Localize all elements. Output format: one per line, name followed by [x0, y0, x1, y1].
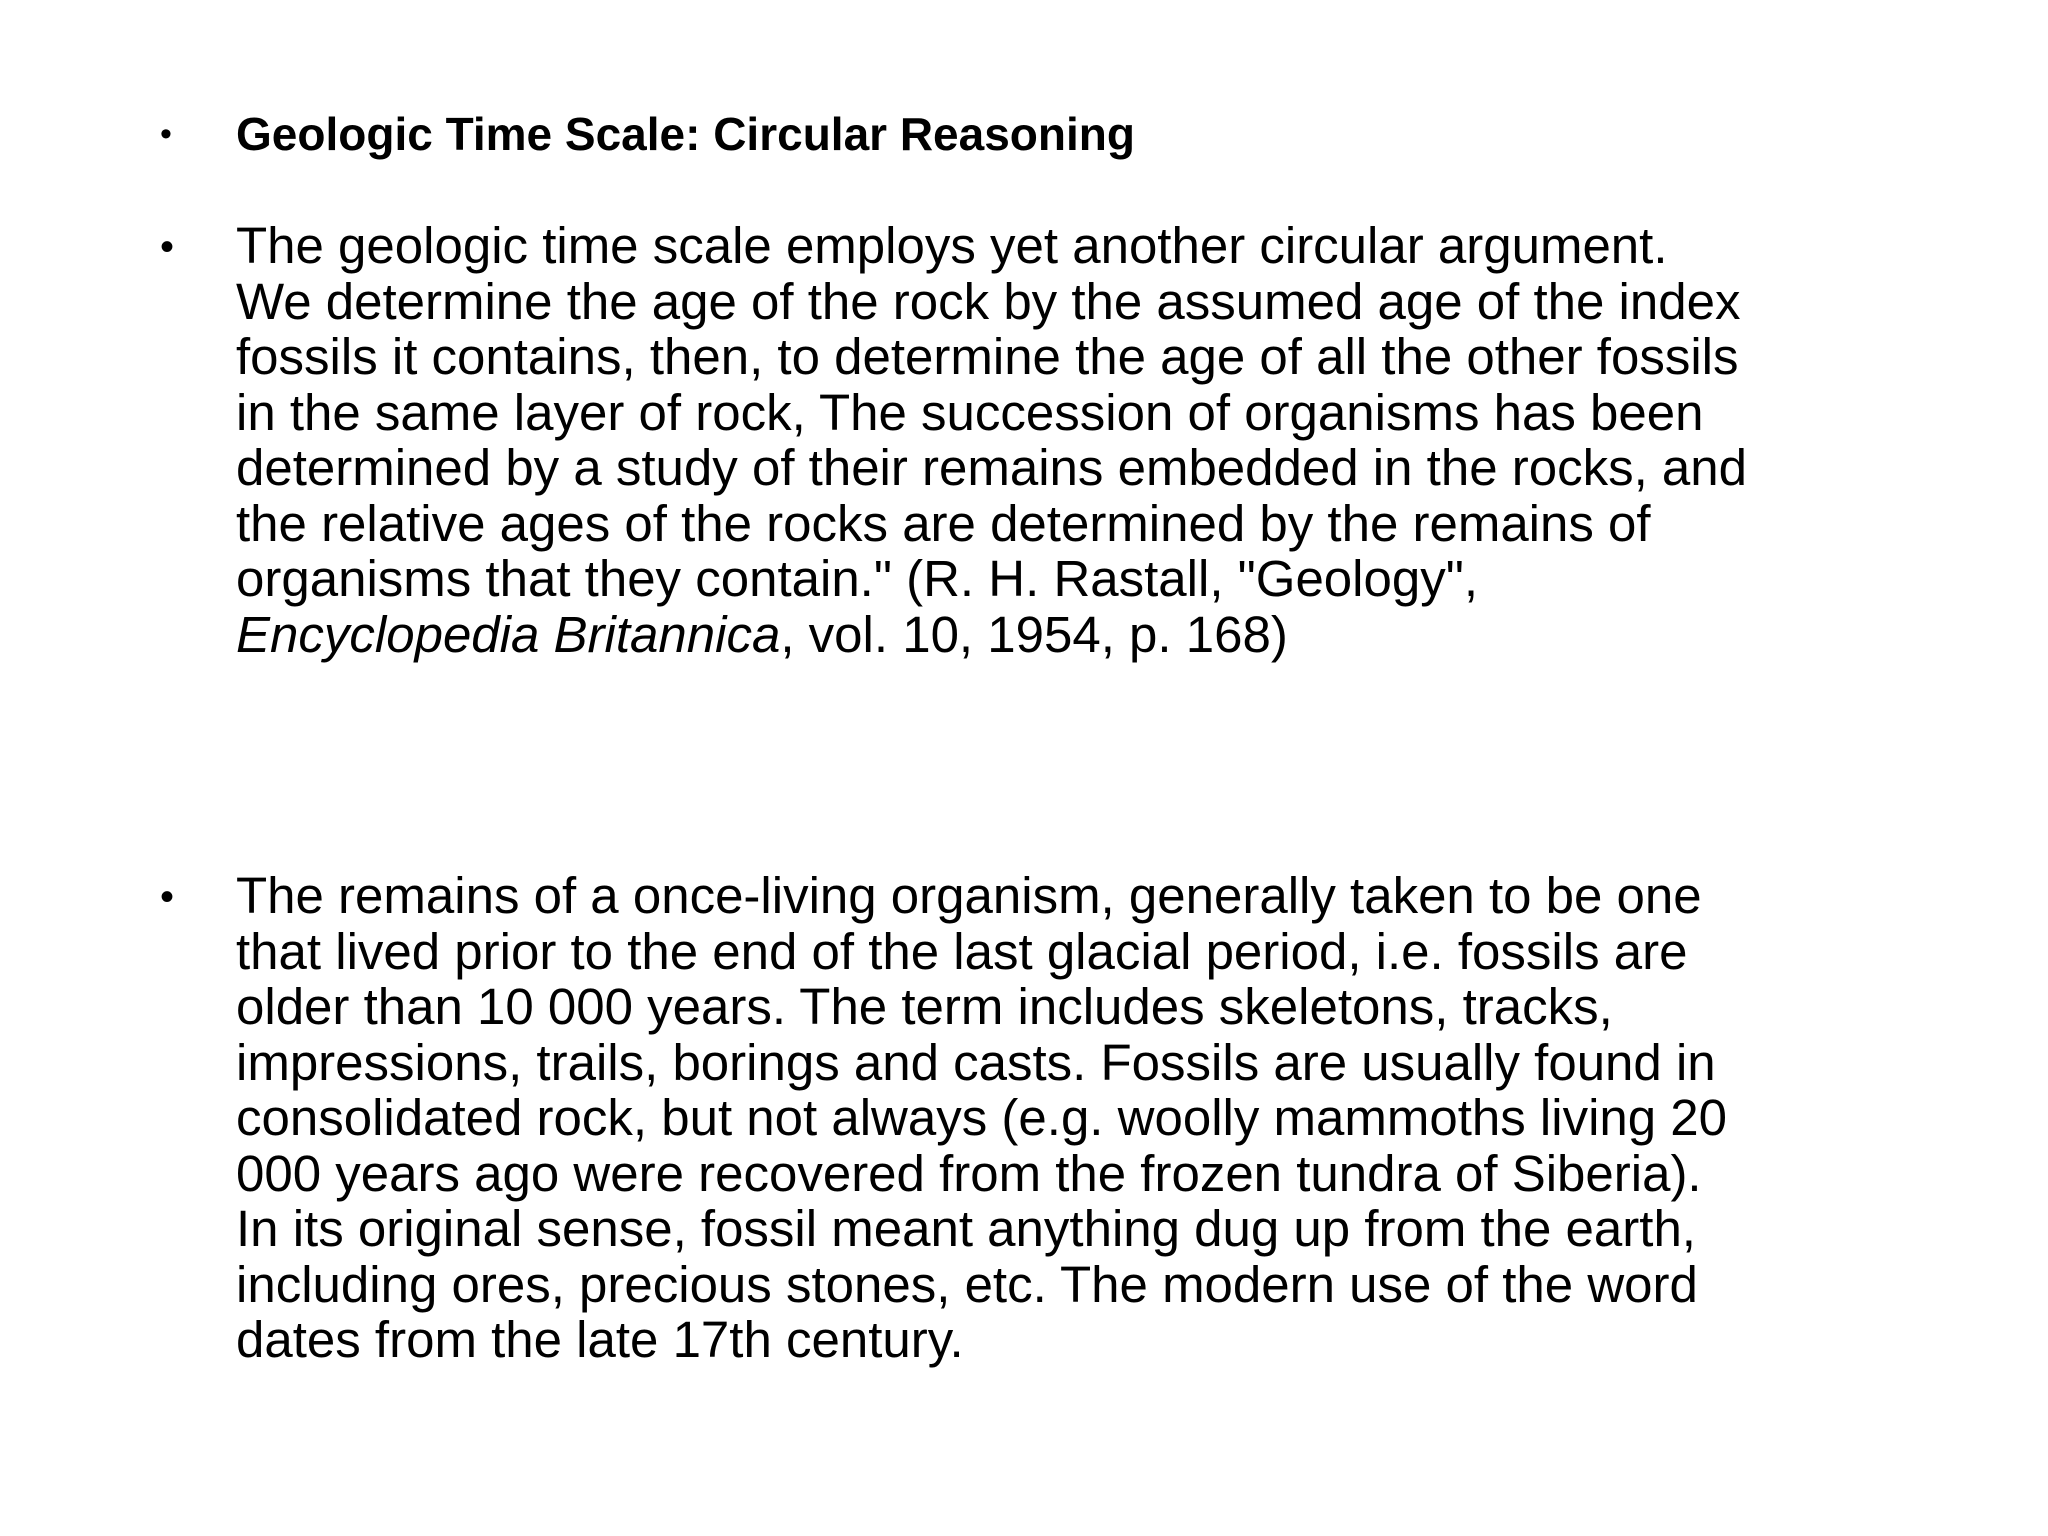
- quote-line: We determine the age of the rock by the assumed age of the index: [236, 272, 1741, 330]
- definition-paragraph: [236, 868, 1950, 1368]
- definition-line: The remains of a once-living organism, generally taken to be one: [236, 867, 1702, 924]
- quote-line: fossils it contains, then, to determine the age of all the other fossils: [236, 328, 1739, 385]
- quote-line: The geologic time scale employs yet another circular argument.: [236, 217, 1668, 274]
- quote-line: the relative ages of the rocks are determined by the remains of: [236, 494, 1651, 552]
- slide-heading: Geologic Time Scale: Circular Reasoning: [236, 108, 1135, 160]
- definition-line: 000 years ago were recovered from the frozen tundra of Siberia).: [236, 1144, 1702, 1202]
- bullet-icon: •: [160, 115, 172, 153]
- bullet-icon: •: [160, 225, 175, 269]
- definition-line: consolidated rock, but not always (e.g. woolly mammoths living 20: [236, 1089, 1728, 1146]
- definition-line: including ores, precious stones, etc. The modern use of the word: [236, 1255, 1698, 1313]
- definition-line: In its original sense, fossil meant anything dug up from the earth,: [236, 1200, 1696, 1257]
- citation-source-title: Encyclopedia Britannica: [236, 605, 781, 663]
- definition-line: impressions, trails, borings and casts. Fossils are usually found in: [236, 1033, 1716, 1091]
- quote-line: organisms that they contain." (R. H. Rastall, "Geology",: [236, 550, 1479, 607]
- quote-line: in the same layer of rock, The succession of organisms has been: [236, 383, 1704, 441]
- quote-paragraph: [236, 218, 1950, 662]
- definition-line: dates from the late 17th century.: [236, 1311, 964, 1368]
- quote-citation-line: [236, 607, 1950, 663]
- definition-line: older than 10 000 years. The term includes skeletons, tracks,: [236, 978, 1613, 1035]
- bullet-icon: •: [160, 875, 175, 919]
- definition-line: that lived prior to the end of the last glacial period, i.e. fossils are: [236, 922, 1688, 980]
- quote-line: determined by a study of their remains embedded in the rocks, and: [236, 439, 1747, 496]
- citation-details: , vol. 10, 1954, p. 168): [780, 605, 1288, 663]
